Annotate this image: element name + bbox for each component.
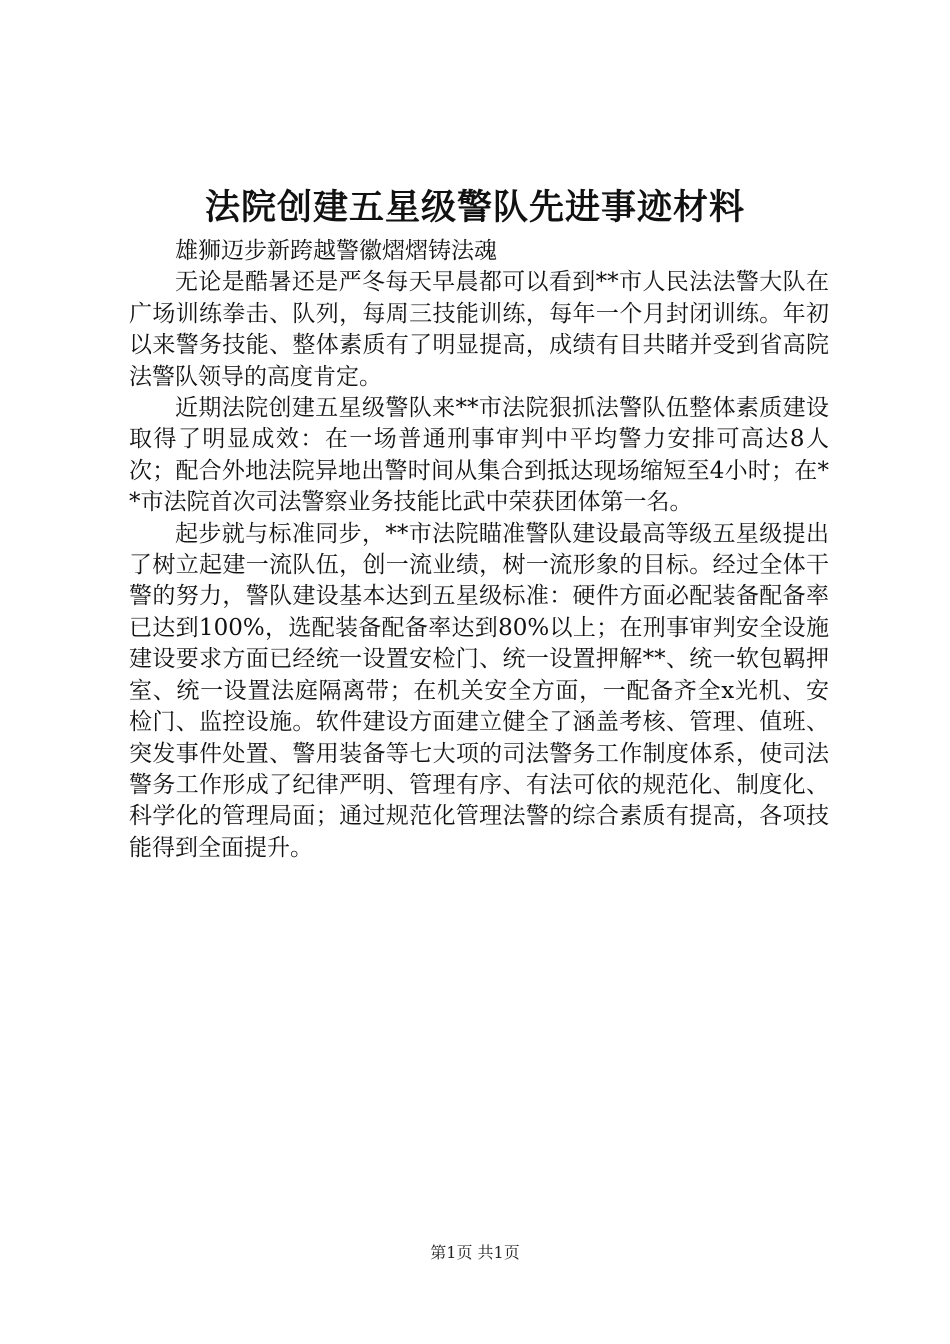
body-paragraph: 起步就与标准同步，**市法院瞄准警队建设最高等级五星级提出了树立起建一流队伍，创一流业绩，树一流形象的目标。经过全体干警的努力，警队建设基本达到五星级标准：硬件方面必配装备配备率已达到100%，选配装备配备率达到80%以上；在刑事审判安全设施建设要求方面已经统一设置安检门、统一设置押解**、统一软包羁押室、统一设置法庭隔离带；在机关安全方面，一配备齐全x光机、安检门、监控设施。软件建设方面建立健全了涵盖考核、管理、值班、突发事件处置、警用装备等七大项的司法警务工作制度体系，使司法警务工作形成了纪律严明、管理有序、有法可依的规范化、制度化、科学化的管理局面；通过规范化管理法警的综合素质有提高，各项技能得到全面提升。 <box>129 520 829 861</box>
document-body <box>129 236 829 864</box>
body-paragraph: 近期法院创建五星级警队来**市法院狠抓法警队伍整体素质建设取得了明显成效：在一场普通刑事审判中平均警力安排可高达8人次；配合外地法院异地出警时间从集合到抵达现场缩短至4小时；在**市法院首次司法警察业务技能比武中荣获团体第一名。 <box>129 395 829 516</box>
page-footer: 第1页 共1页 <box>430 1243 520 1262</box>
subtitle-paragraph: 雄狮迈步新跨越警徽熠熠铸法魂 <box>175 238 497 264</box>
document-title: 法院创建五星级警队先进事迹材料 <box>204 187 745 228</box>
body-paragraph: 无论是酷暑还是严冬每天早晨都可以看到**市人民法法警大队在广场训练拳击、队列，每周三技能训练，每年一个月封闭训练。年初以来警务技能、整体素质有了明显提高，成绩有目共睹并受到省高院法警队领导的高度肯定。 <box>129 269 829 390</box>
